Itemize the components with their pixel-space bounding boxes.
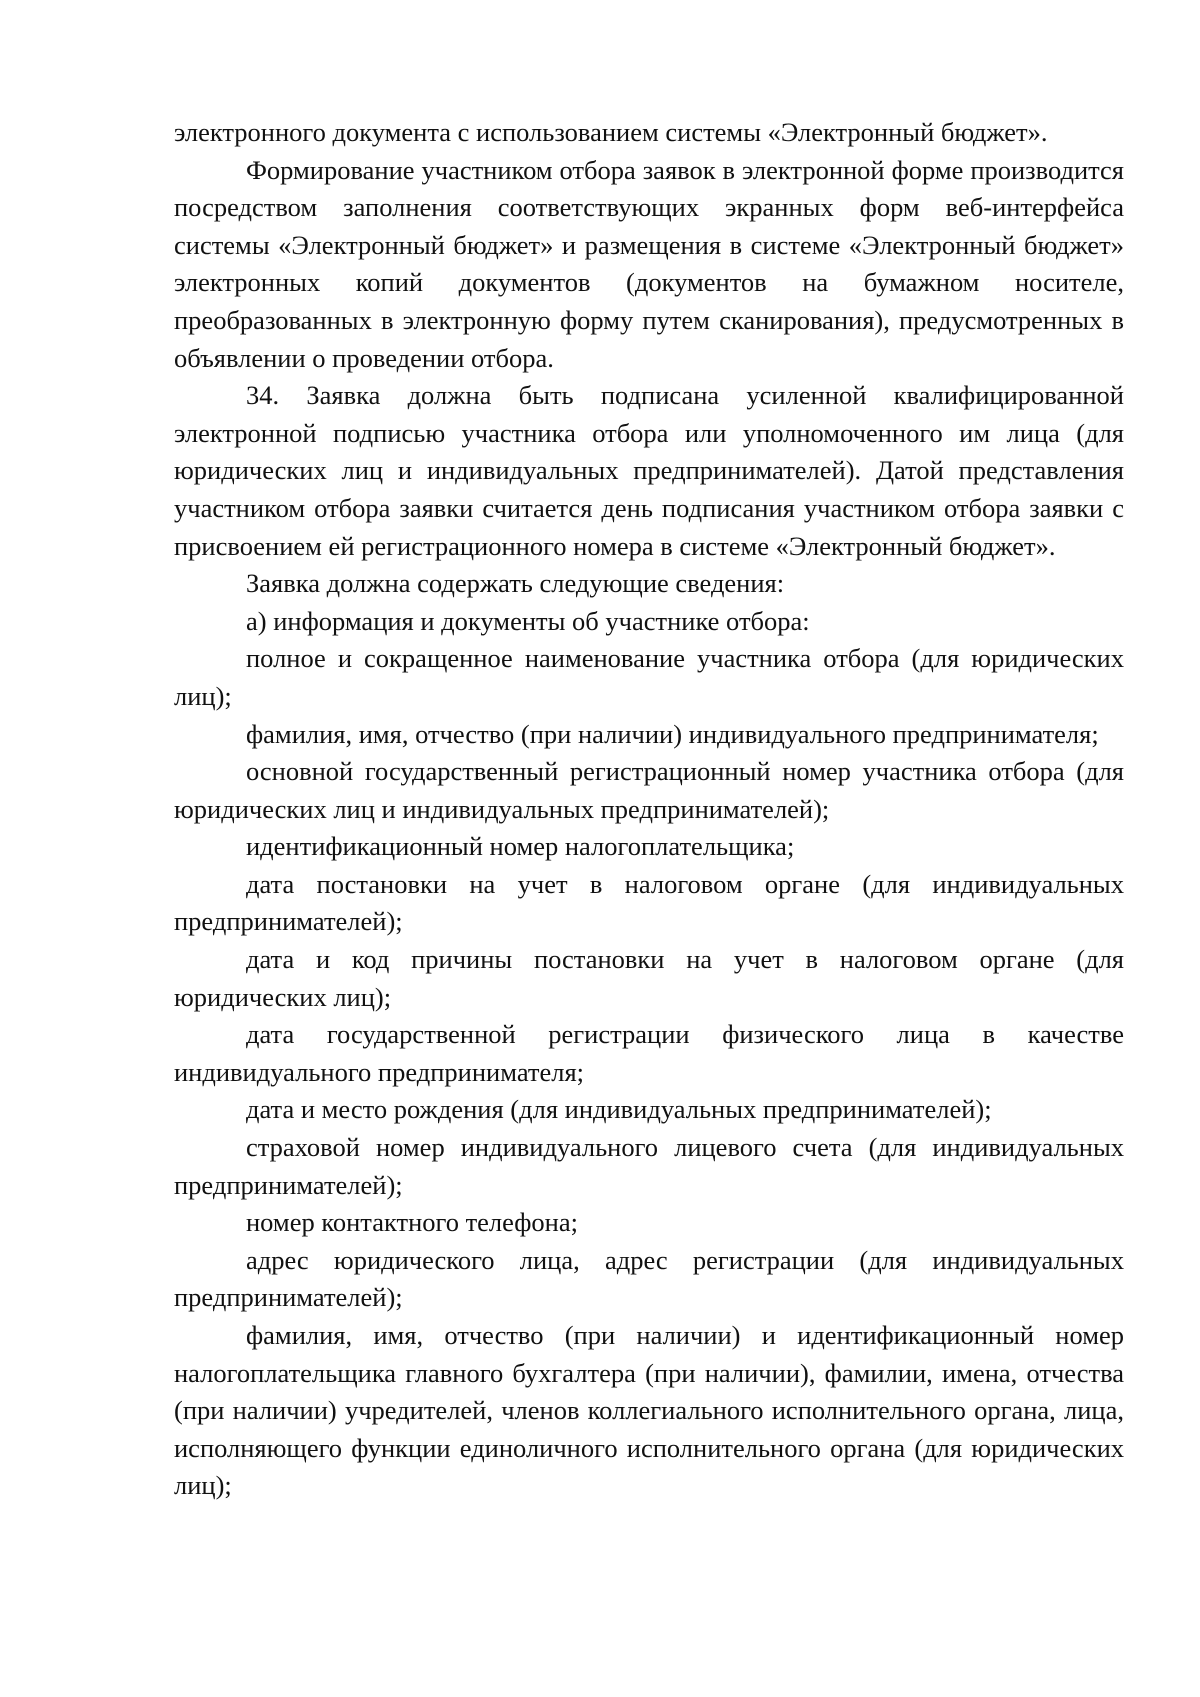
paragraph-electronic-form: Формирование участником отбора заявок в электронной форме производится посредством заполнения соответствующих экранных форм веб-интерфейса системы «Электронный бюджет» и размещения в системе «Электронный бюджет» электронных копий документов (документов на бумажном носителе, преобразованных в электронную форму путем сканирования), предусмотренных в объявлении о проведении отбора. xyxy=(174,154,1124,373)
list-item: номер контактного телефона; xyxy=(246,1207,578,1238)
list-item: дата и код причины постановки на учет в налоговом органе (для юридических лиц); xyxy=(174,944,1124,1012)
paragraph-continuation: электронного документа с использованием системы «Электронный бюджет». xyxy=(174,117,1048,147)
list-item: дата постановки на учет в налоговом органе (для индивидуальных предпринимателей); xyxy=(174,868,1124,937)
list-item: адрес юридического лица, адрес регистрации (для индивидуальных предпринимателей); xyxy=(174,1244,1124,1313)
list-item: полное и сокращенное наименование участника отбора (для юридических лиц); xyxy=(174,643,1124,711)
list-item: основной государственный регистрационный номер участника отбора (для юридических лиц и индивидуальных предпринимателей); xyxy=(174,756,1124,824)
list-item: дата и место рождения (для индивидуальных предпринимателей); xyxy=(246,1094,992,1125)
document-body xyxy=(174,114,1124,1505)
list-item: идентификационный номер налогоплательщика; xyxy=(246,831,795,862)
paragraph-application-contents: Заявка должна содержать следующие сведения: xyxy=(246,568,785,599)
list-item: фамилия, имя, отчество (при наличии) индивидуального предпринимателя; xyxy=(246,718,1099,749)
paragraph-subitem-a: а) информация и документы об участнике отбора: xyxy=(246,605,810,636)
paragraph-item-34: 34. Заявка должна быть подписана усиленной квалифицированной электронной подписью участника отбора или уполномоченного им лица (для юридических лиц и индивидуальных предпринимателей). Датой представления участником отбора заявки считается день подписания участником отбора заявки с присвоением ей регистрационного номера в системе «Электронный бюджет». xyxy=(174,380,1124,561)
list-item: дата государственной регистрации физического лица в качестве индивидуального предпринимателя; xyxy=(174,1019,1124,1087)
list-item: страховой номер индивидуального лицевого счета (для индивидуальных предпринимателей); xyxy=(174,1132,1124,1200)
list-item: фамилия, имя, отчество (при наличии) и идентификационный номер налогоплательщика главного бухгалтера (при наличии), фамилии, имена, отчества (при наличии) учредителей, членов коллегиального исполнительного органа, лица, исполняющего функции единоличного исполнительного органа (для юридических лиц); xyxy=(174,1320,1124,1501)
